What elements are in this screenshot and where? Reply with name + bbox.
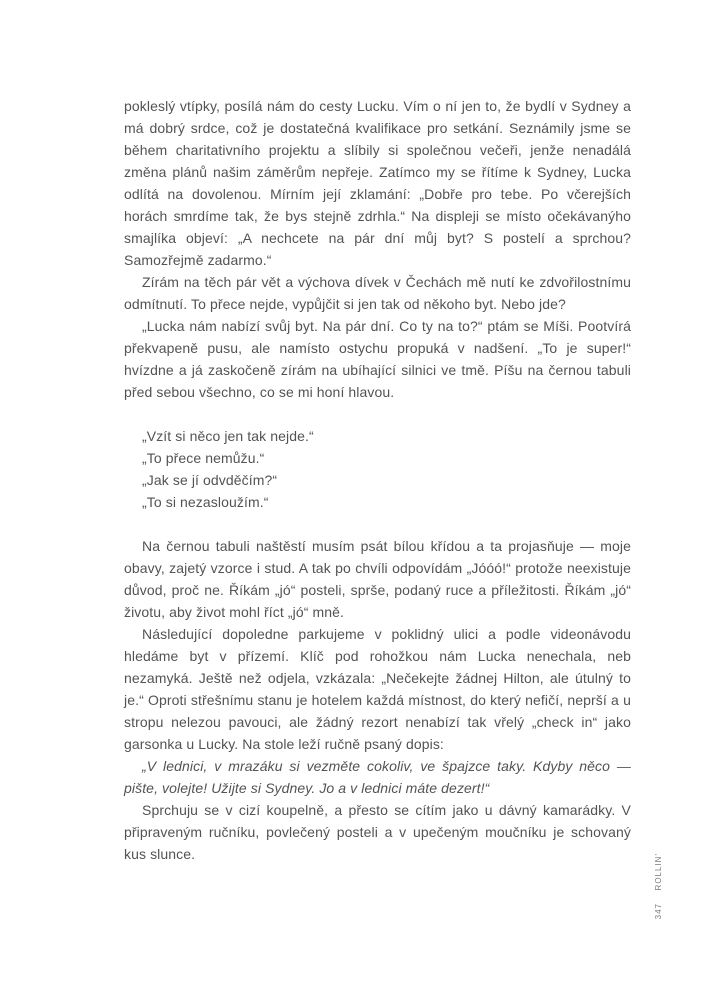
paragraph-closing: Sprchuju se v cizí koupelně, a přesto se cítím jako u dávný kamarádky. V připraveným ručníku, povlečený posteli a v upečeným moučníku je schovaný kus slunce. — [124, 802, 631, 862]
spine-title: ROLLIN' — [654, 853, 663, 891]
paragraph-5: Následující dopoledne parkujeme v poklidný ulici a podle videonávodu hledáme byt v přízemí. Klíč pod rohožkou nám Lucka nenechala, neb nezamyká. Ještě než odjela, vzkázala: „Nečekejte žádnej Hilton, ale útulný to je.“ Oproti střešnímu stanu je hotelem každá místnost, do který nefičí, neprší a u stropu nelezou pavouci, ale žádný rezort nenabízí tak vřelý „check in“ jako garsonka u Lucky. Na stole leží ručně psaný dopis: — [124, 626, 631, 752]
paragraph-2: Zírám na těch pár vět a výchova dívek v Čechách mě nutí ke zdvořilostnímu odmítnutí. To přece nejde, vypůjčit si jen tak od někoho byt. Nebo jde? — [124, 274, 631, 312]
dialogue-block — [124, 425, 631, 513]
dialogue-line: „Vzít si něco jen tak nejde.“ — [142, 428, 314, 444]
dialogue-line: „To si nezasloužím.“ — [142, 494, 269, 510]
paragraph-4: Na černou tabuli naštěstí musím psát bílou křídou a ta projasňuje — moje obavy, zajetý vzorce i stud. A tak po chvíli odpovídám „Jóóó!“ protože neexistuje důvod, proč ne. Říkám „jó“ posteli, sprše, podaný ruce a příležitosti. Říkám „jó“ životu, aby život mohl říct „jó“ mně. — [124, 538, 631, 620]
handwritten-letter-quote: „V lednici, v mrazáku si vezměte cokoliv, ve špajzce taky. Kdyby něco — pište, volejte! Užijte si Sydney. Jo a v lednici máte dezert!“ — [124, 758, 631, 796]
body-text-column — [124, 95, 631, 865]
dialogue-line: „To přece nemůžu.“ — [142, 450, 265, 466]
dialogue-line: „Jak se jí odvděčím?“ — [142, 472, 278, 488]
paragraph-opening: pokleslý vtípky, posílá nám do cesty Lucku. Vím o ní jen to, že bydlí v Sydney a má dobrý srdce, což je dostatečná kvalifikace pro setkání. Seznámily jsme se během charitativního projektu a slíbily si společnou večeři, jenže nenadálá změna plánů našim záměrům nepřeje. Zatímco my se řítíme k Sydney, Lucka odlítá na dovolenou. Mírním její zklamání: „Dobře pro tebe. Po včerejších horách smrdíme tak, že bys stejně zdrhla.“ Na displeji se místo očekávanýho smajlíka objeví: „A nechcete na pár dní můj byt? S postelí a sprchou? Samozřejmě zadarmo.“ — [124, 98, 631, 268]
paragraph-3: „Lucka nám nabízí svůj byt. Na pár dní. Co ty na to?“ ptám se Míši. Pootvírá překvapeně pusu, ale namísto ostychu propuká v nadšení. „To je super!“ hvízdne a já zaskočeně zírám na ubíhající silnici ve tmě. Píšu na černou tabuli před sebou všechno, co se mi honí hlavou. — [124, 318, 631, 400]
page-number: 347 — [654, 903, 663, 920]
